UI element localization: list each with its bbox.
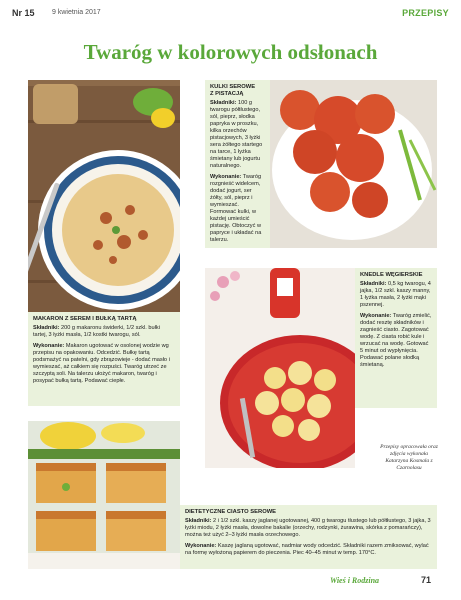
- recipe-makaron-method: Makaron ugotować w osolonej wodzie wg przepisu na opakowaniu. Odcedzić. Bułkę tartą podsmażyć na patelni, gdy zbrązowieje - dodać masło i wymieszać, aż całkiem się rozpuści. Twaróg utrzeć ze szczyptą soli. Na talerzu ułożyć makaron, twaróg i posypać bułką tartą. Podawać ciepłe.: [33, 343, 170, 384]
- recipe-makaron-title: MAKARON Z SEREM I BUŁKĄ TARTĄ: [33, 316, 137, 322]
- recipe-knedle-box: [355, 268, 437, 408]
- dumplings-photo: [205, 268, 355, 468]
- recipe-ciasto-box: [180, 505, 437, 569]
- ingredients-label: Składniki:: [210, 100, 237, 106]
- recipe-makaron-ingredients: 200 g makaronu świderki, 1/2 szkl. bułki tartej, 3 łyżki masła, 1/2 kostki twarogu, sól.: [33, 325, 160, 338]
- page-number: 71: [421, 575, 432, 585]
- recipe-kulki-ingredients: 100 g twarogu półtłustego, sól, pieprz, słodka papryka w proszku, kilka orzechów pistacjowych, 3 łyżki sera żółtego startego na tarce, 1 łyżka śmietany lub jogurtu naturalnego.: [210, 100, 263, 169]
- cheesecake-photo: [28, 421, 180, 569]
- magazine-brand: Wieś i Rodzina: [330, 576, 380, 585]
- cheese-balls-photo: [270, 80, 437, 248]
- page-title: Twaróg w kolorowych odsłonach: [83, 40, 378, 64]
- recipe-kulki-box: [205, 80, 270, 248]
- recipe-makaron-box: [28, 312, 180, 406]
- ingredients-label: Składniki:: [360, 281, 387, 287]
- recipe-kulki-title-line2: Z PISTACJĄ: [210, 91, 244, 97]
- method-label: Wykonanie:: [360, 313, 392, 319]
- ingredients-label: Składniki:: [185, 518, 212, 524]
- method-label: Wykonanie:: [185, 543, 217, 549]
- method-label: Wykonanie:: [210, 174, 242, 180]
- photo-credit: Przepisy opracowała oraz zdjęcia wykonała Katarzyna Kosmala z Czarnolasu: [380, 444, 438, 471]
- ingredients-label: Składniki:: [33, 325, 60, 331]
- recipe-ciasto-title: DIETETYCZNE CIASTO SEROWE: [185, 509, 277, 515]
- issue-number: Nr 15: [12, 8, 35, 18]
- recipe-kulki-method: Twaróg rozgnieść widelcem, dodać jogurt, ser żółty, sól, pieprz i wymieszać. Formować kulki, w każdej umieścić pistację. Obtoczyć w papryce i układać na talerzu.: [210, 174, 262, 243]
- recipe-ciasto-ingredients: 2 i 1/2 szkl. kaszy jaglanej ugotowanej, 400 g twarogu tłustego lub półtłustego, 3 jajka, 3 łyżki miodu, 2 łyżki masła, dowolne bakalie (orzechy, rodzynki, żurawina, skórka z pomarańczy), można też użyć 2–3 łyżki masła orzechowego.: [185, 518, 431, 538]
- method-label: Wykonanie:: [33, 343, 65, 349]
- recipe-kulki-title-line1: KULKI SEROWE: [210, 84, 256, 90]
- pasta-photo: [28, 80, 180, 312]
- recipe-ciasto-method: Kaszę jaglaną ugotować, nadmiar wody odcedzić. Składniki razem zmiksować, wylać na formę wyłożoną papierem do pieczenia. Piec 40–45 minut w temp. 170°C.: [185, 543, 429, 556]
- recipe-knedle-ingredients: 0,5 kg twarogu, 4 jajka, 1/2 szkl. kaszy manny, 1 łyżka masła, 2 łyżki mąki pszennej.: [360, 281, 431, 308]
- section-label: PRZEPISY: [402, 8, 449, 18]
- recipe-knedle-title: KNEDLE WĘGIERSKIE: [360, 272, 423, 278]
- issue-date: 9 kwietnia 2017: [52, 9, 101, 16]
- recipe-knedle-method: Twaróg zmielić, dodać resztę składników i zagnieść ciasto. Zagotować wodę. Z ciasta robić kule i wrzucać na wodę. Gotować 5 minut od wypłynięcia. Podawać polane słodką śmietaną.: [360, 313, 432, 368]
